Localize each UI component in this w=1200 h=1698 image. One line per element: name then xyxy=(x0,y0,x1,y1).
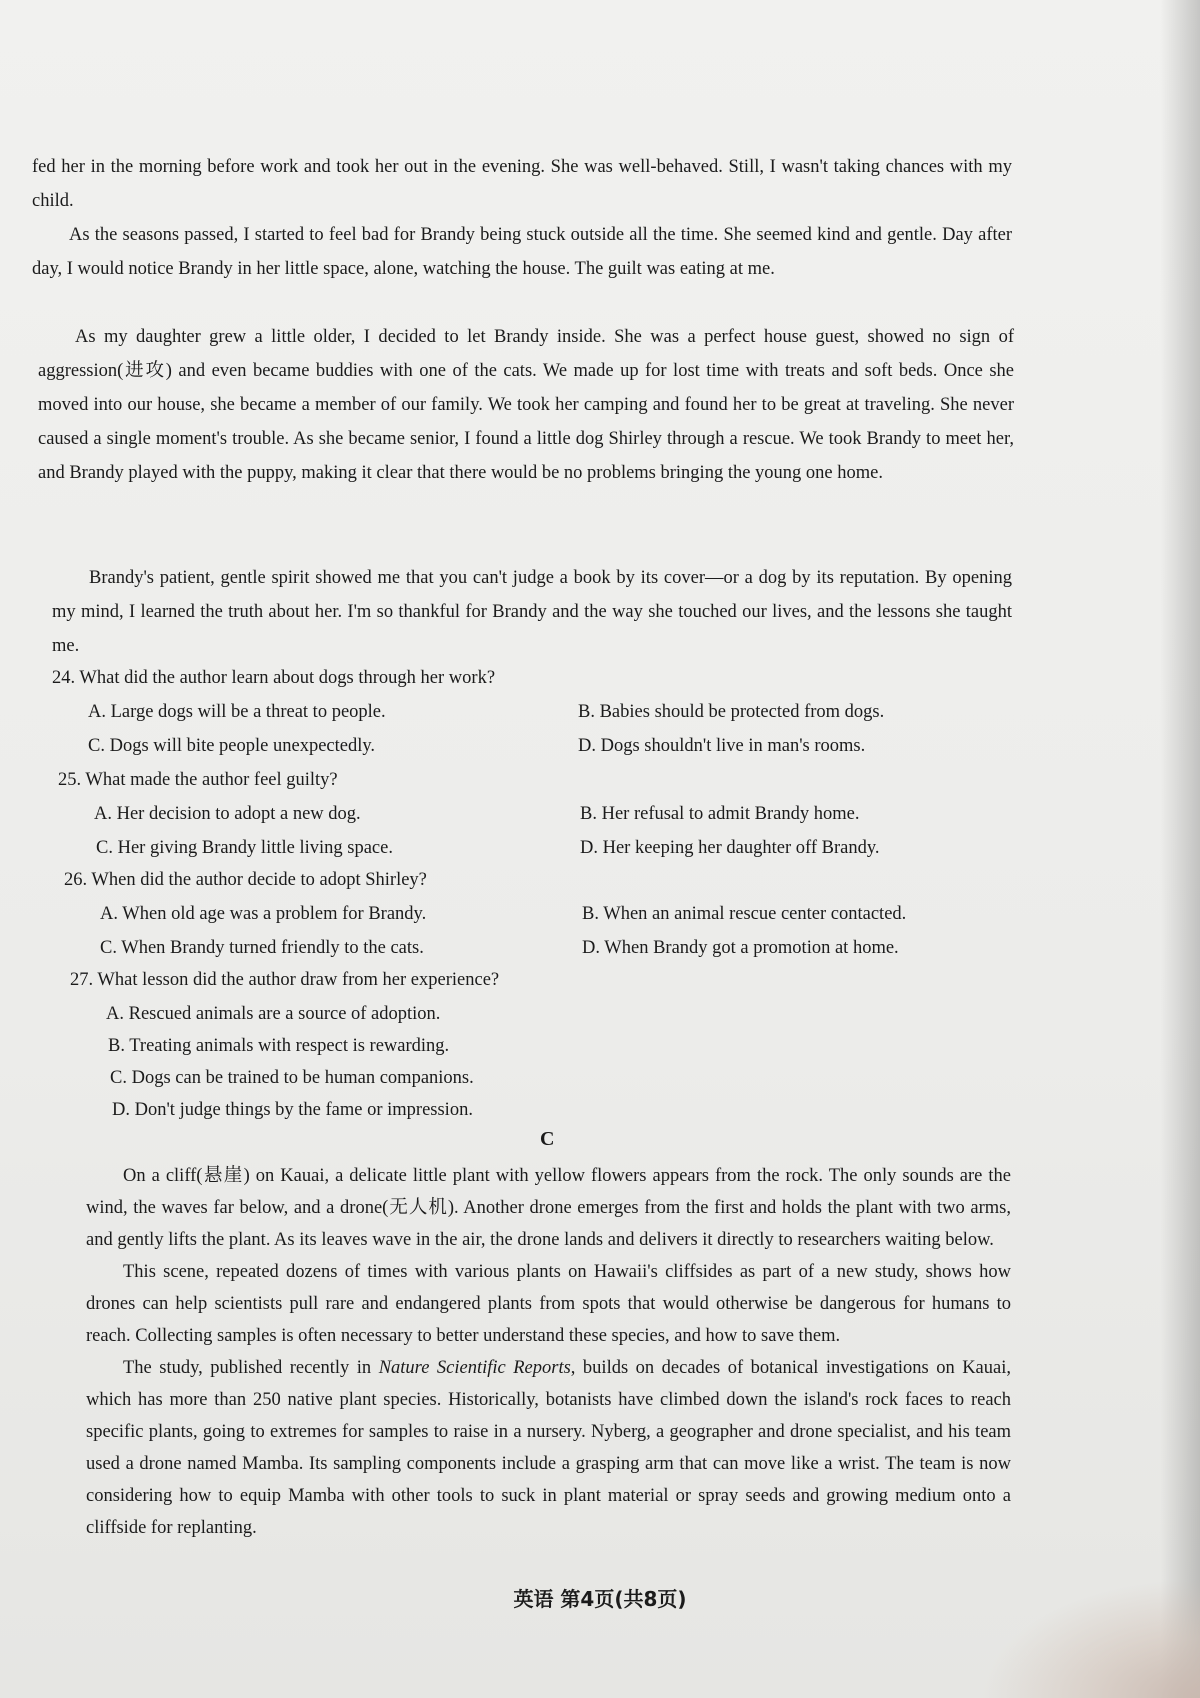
passage-b-paragraph-3: As my daughter grew a little older, I decided to let Brandy inside. She was a perfect house guest, showed no sign of aggression(进攻) and even became buddies with one of the cats. We made up for lost time with treats and soft beds. Once she moved into our house, she became a member of our family. We took her camping and found her to be great at traveling. She never caused a single moment's trouble. As she became senior, I found a little dog Shirley through a rescue. We took Brandy to meet her, and Brandy played with the puppy, making it clear that there would be no problems bringing the young one home. xyxy=(38,327,1014,483)
passage-c xyxy=(86,1160,1011,1544)
question-25-option-a: A. Her decision to adopt a new dog. xyxy=(94,804,361,824)
question-25-option-b: B. Her refusal to admit Brandy home. xyxy=(580,804,860,824)
question-27-option-a: A. Rescued animals are a source of adoption. xyxy=(106,1004,441,1024)
question-24-stem: 24. What did the author learn about dogs through her work? xyxy=(52,668,496,688)
question-26-option-c: C. When Brandy turned friendly to the cats. xyxy=(100,938,424,958)
passage-b-part3 xyxy=(52,561,1012,663)
passage-b-part2 xyxy=(38,320,1014,490)
page-footer: 英语 第4页(共8页) xyxy=(513,1587,687,1611)
question-26-option-b: B. When an animal rescue center contacted. xyxy=(582,904,907,924)
page-edge-shadow xyxy=(1160,0,1200,1698)
passage-c-paragraph-2: This scene, repeated dozens of times with various plants on Hawaii's cliffsides as part of a new study, shows how drones can help scientists pull rare and endangered plants from spots that would otherwise be dangerous for humans to reach. Collecting samples is often necessary to better understand these species, and how to save them. xyxy=(86,1262,1011,1346)
question-26-stem: 26. When did the author decide to adopt Shirley? xyxy=(64,870,427,890)
question-25-option-d: D. Her keeping her daughter off Brandy. xyxy=(580,838,880,858)
question-27-option-d: D. Don't judge things by the fame or impression. xyxy=(112,1100,473,1120)
passage-b-paragraph-2: As the seasons passed, I started to feel bad for Brandy being stuck outside all the time. She seemed kind and gentle. Day after day, I would notice Brandy in her little space, alone, watching the house. The guilt was eating at me. xyxy=(32,225,1012,279)
question-24-option-a: A. Large dogs will be a threat to people. xyxy=(88,702,386,722)
passage-c-paragraph-1: On a cliff(悬崖) on Kauai, a delicate little plant with yellow flowers appears from the rock. The only sounds are the wind, the waves far below, and a drone(无人机). Another drone emerges from the first and holds the plant with two arms, and gently lifts the plant. As its leaves wave in the air, the drone lands and delivers it directly to researchers waiting below. xyxy=(86,1166,1011,1250)
passage-c-p3-after: , builds on decades of botanical investigations on Kauai, which has more than 250 native plant species. Historically, botanists have climbed down the island's rock faces to reach specific plants, going to extremes for samples to raise in a nursery. Nyberg, a geographer and drone specialist, and his team used a drone named Mamba. Its sampling components include a grasping arm that can move like a wrist. The team is now considering how to equip Mamba with other tools to suck in plant material or spray seeds and growing medium onto a cliffside for replanting. xyxy=(86,1358,1011,1538)
passage-b-paragraph-1: fed her in the morning before work and took her out in the evening. She was well-behaved. Still, I wasn't taking chances with my child. xyxy=(32,157,1012,211)
question-26-option-a: A. When old age was a problem for Brandy. xyxy=(100,904,427,924)
question-24-option-c: C. Dogs will bite people unexpectedly. xyxy=(88,736,376,756)
journal-title: Nature Scientific Reports xyxy=(378,1358,571,1378)
section-c-heading: C xyxy=(540,1128,555,1150)
question-25-option-c: C. Her giving Brandy little living space. xyxy=(96,838,393,858)
question-26-option-d: D. When Brandy got a promotion at home. xyxy=(582,938,899,958)
question-25-stem: 25. What made the author feel guilty? xyxy=(58,770,338,790)
question-27-stem: 27. What lesson did the author draw from her experience? xyxy=(70,970,500,990)
question-24-option-b: B. Babies should be protected from dogs. xyxy=(578,702,885,722)
passage-c-paragraph-3 xyxy=(86,1352,1011,1544)
passage-b-paragraph-4: Brandy's patient, gentle spirit showed me that you can't judge a book by its cover—or a dog by its reputation. By opening my mind, I learned the truth about her. I'm so thankful for Brandy and the way she touched our lives, and the lessons she taught me. xyxy=(52,568,1012,656)
question-24-option-d: D. Dogs shouldn't live in man's rooms. xyxy=(578,736,866,756)
question-27-option-b: B. Treating animals with respect is rewarding. xyxy=(108,1036,450,1056)
question-27-option-c: C. Dogs can be trained to be human companions. xyxy=(110,1068,474,1088)
passage-b-part1 xyxy=(32,150,1012,286)
passage-c-p3-before: The study, published recently in xyxy=(123,1358,379,1378)
